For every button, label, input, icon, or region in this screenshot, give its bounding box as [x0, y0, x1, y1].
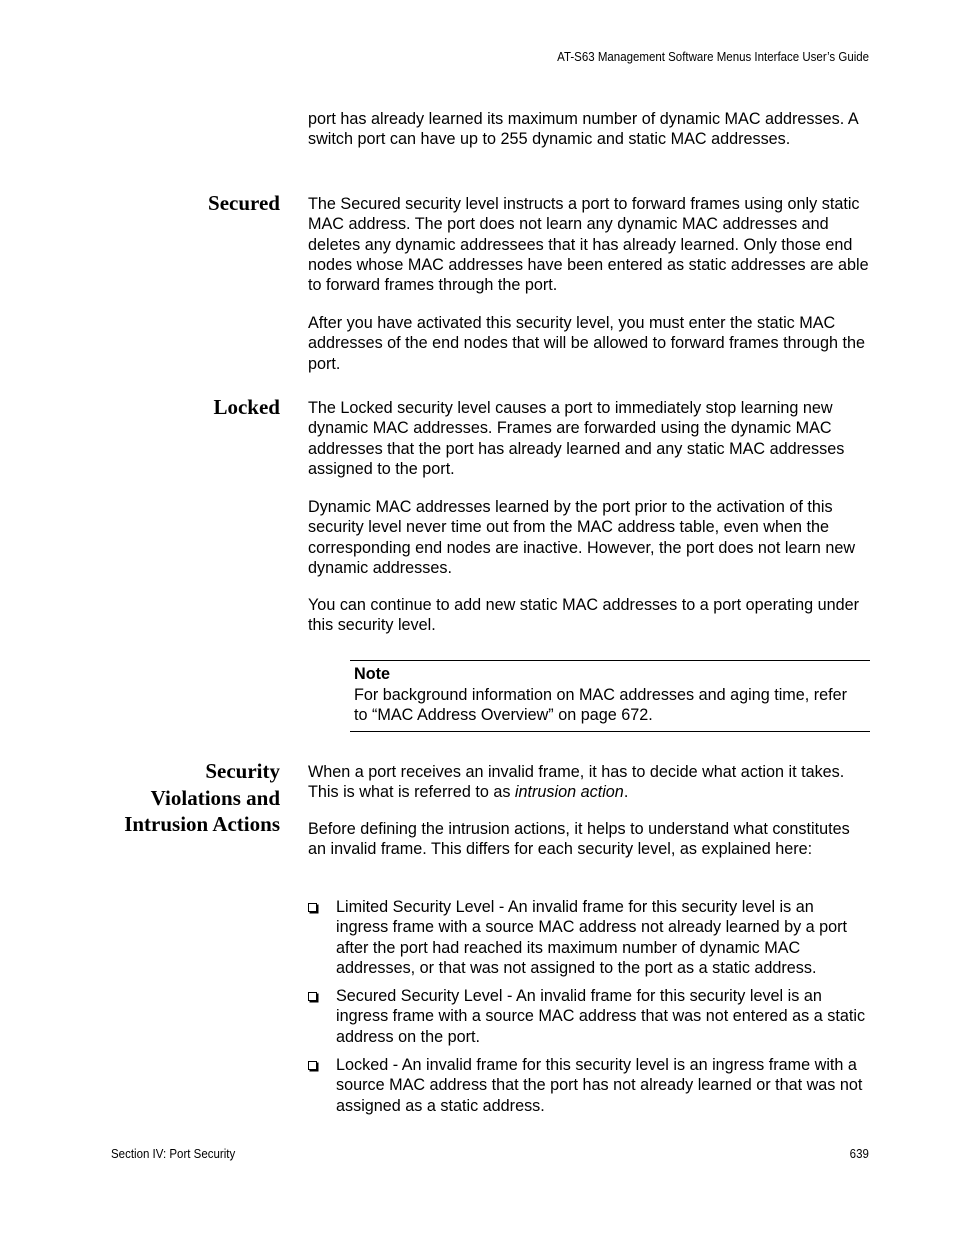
page-number: 639	[849, 1147, 869, 1161]
violations-paragraph-1	[308, 762, 870, 803]
secured-text-2: After you have activated this security level, you must enter the static MAC addresses of the end nodes that will be allowed to forward frames through the port.	[308, 314, 865, 373]
locked-text-2: Dynamic MAC addresses learned by the port prior to the activation of this security level never time out from the MAC address table, even when the corresponding end nodes are inactive. However, the port does not learn new dynamic addresses.	[308, 498, 856, 577]
violations-heading-line-1: Security	[205, 759, 280, 783]
secured-text-1: The Secured security level instructs a port to forward frames using only static MAC address. The port does not learn any dynamic MAC addresses and deletes any dynamic addressees that it has already learned. Only those end nodes whose MAC addresses have been entered as static addresses are able to forward frames through the port.	[308, 195, 869, 295]
locked-text-1: The Locked security level causes a port to immediately stop learning new dynamic MAC addresses. Frames are forwarded using the dynamic MAC addresses that the port has already learned and any static MAC addresses assigned to the port.	[308, 399, 845, 478]
violations-heading	[124, 758, 280, 838]
locked-text-3: You can continue to add new static MAC addresses to a port operating under this security level.	[308, 596, 860, 635]
checkbox-bullet-icon	[308, 903, 317, 912]
violations-text-1-start: When a port receives an invalid frame, it has to decide what action it takes. This is what is referred to as	[308, 763, 845, 802]
list-item-text: Limited Security Level - An invalid frame for this security level is an ingress frame with a source MAC address not already learned by a port after the port had reached its maximum number of dynamic MAC addresses, or that was not assigned to the port as a static address.	[336, 898, 848, 977]
intro-text: port has already learned its maximum number of dynamic MAC addresses. A switch port can have up to 255 dynamic and static MAC addresses.	[308, 110, 858, 149]
locked-heading: Locked	[213, 395, 280, 419]
violations-text-1-end: .	[623, 783, 629, 802]
list-item-text: Locked - An invalid frame for this security level is an ingress frame with a source MAC address that the port has not already learned or that was not assigned as a static address.	[336, 1056, 863, 1115]
list-item-text: Secured Security Level - An invalid frame for this security level is an ingress frame with a source MAC address that was not entered as a static address on the port.	[336, 987, 866, 1046]
locked-paragraph-1	[308, 398, 870, 479]
note-text: For background information on MAC addresses and aging time, refer to “MAC Address Overview” on page 672.	[354, 686, 848, 725]
violations-text-2: Before defining the intrusion actions, it helps to understand what constitutes an invalid frame. This differs for each security level, as explained here:	[308, 820, 850, 859]
secured-paragraph-1	[308, 194, 870, 295]
running-header: AT-S63 Management Software Menus Interface User’s Guide	[557, 50, 869, 64]
note-box	[350, 660, 870, 732]
checkbox-bullet-icon	[308, 1061, 317, 1070]
locked-paragraph-3	[308, 595, 870, 636]
intro-paragraph	[308, 109, 870, 150]
footer-section: Section IV: Port Security	[111, 1147, 236, 1161]
violations-heading-line-2: Violations and	[150, 785, 280, 810]
secured-heading: Secured	[208, 191, 280, 215]
violations-heading-line-3: Intrusion Actions	[124, 812, 280, 836]
violations-text-1	[308, 762, 870, 803]
violations-paragraph-2	[308, 819, 870, 860]
secured-paragraph-2	[308, 313, 870, 374]
checkbox-bullet-icon	[308, 992, 317, 1001]
locked-paragraph-2	[308, 497, 870, 578]
intrusion-action-term: intrusion action	[514, 783, 624, 802]
note-label: Note	[354, 665, 390, 683]
